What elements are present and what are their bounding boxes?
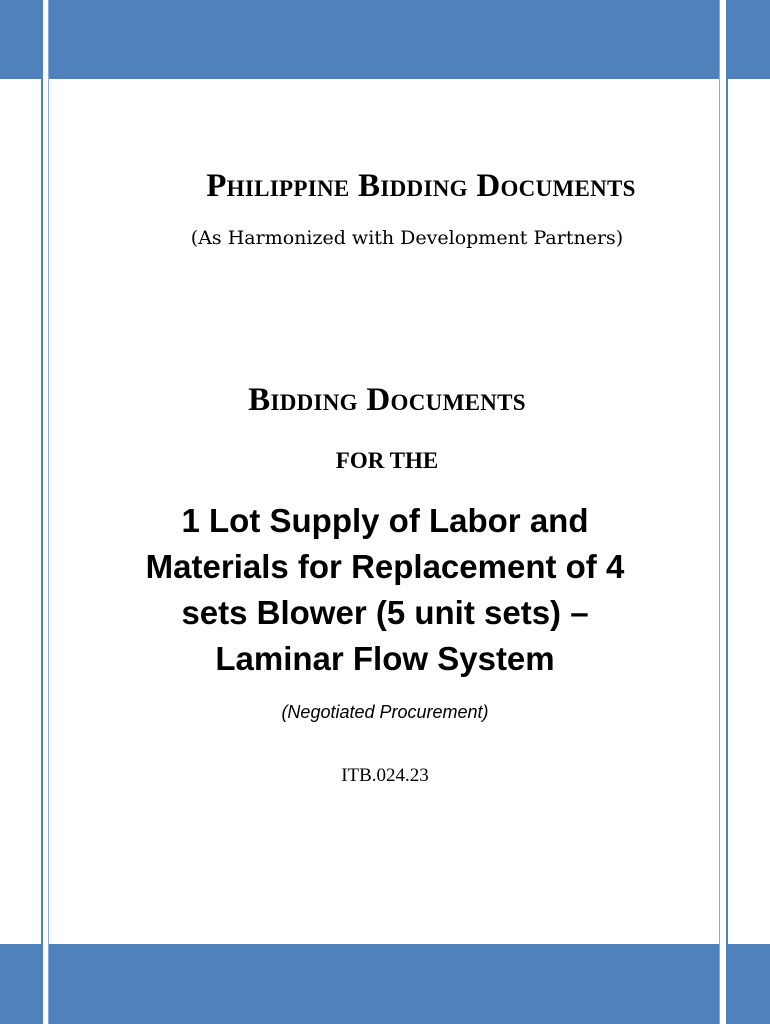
left-margin: [0, 79, 40, 944]
project-title-line: sets Blower (5 unit sets) –: [181, 594, 589, 631]
for-the-label: FOR THE: [335, 448, 439, 473]
project-title-line: 1 Lot Supply of Labor and: [181, 502, 589, 539]
document-series-title: Philippine Bidding Documents: [206, 168, 636, 204]
project-title-line: Materials for Replacement of 4: [145, 548, 625, 585]
bottom-border-band: [0, 944, 770, 1024]
procurement-mode: (Negotiated Procurement): [281, 702, 489, 722]
left-frame-line: [41, 0, 43, 1024]
right-frame-line: [726, 0, 728, 1024]
project-title: [50, 498, 720, 682]
left-inner-frame-line: [48, 0, 49, 1024]
bidding-documents-title: Bidding Documents: [248, 382, 526, 418]
project-title-line: Laminar Flow System: [215, 640, 555, 677]
document-series-subtitle: (As Harmonized with Development Partners): [190, 227, 624, 249]
top-border-band: [0, 0, 770, 79]
reference-number: ITB.024.23: [341, 765, 429, 786]
